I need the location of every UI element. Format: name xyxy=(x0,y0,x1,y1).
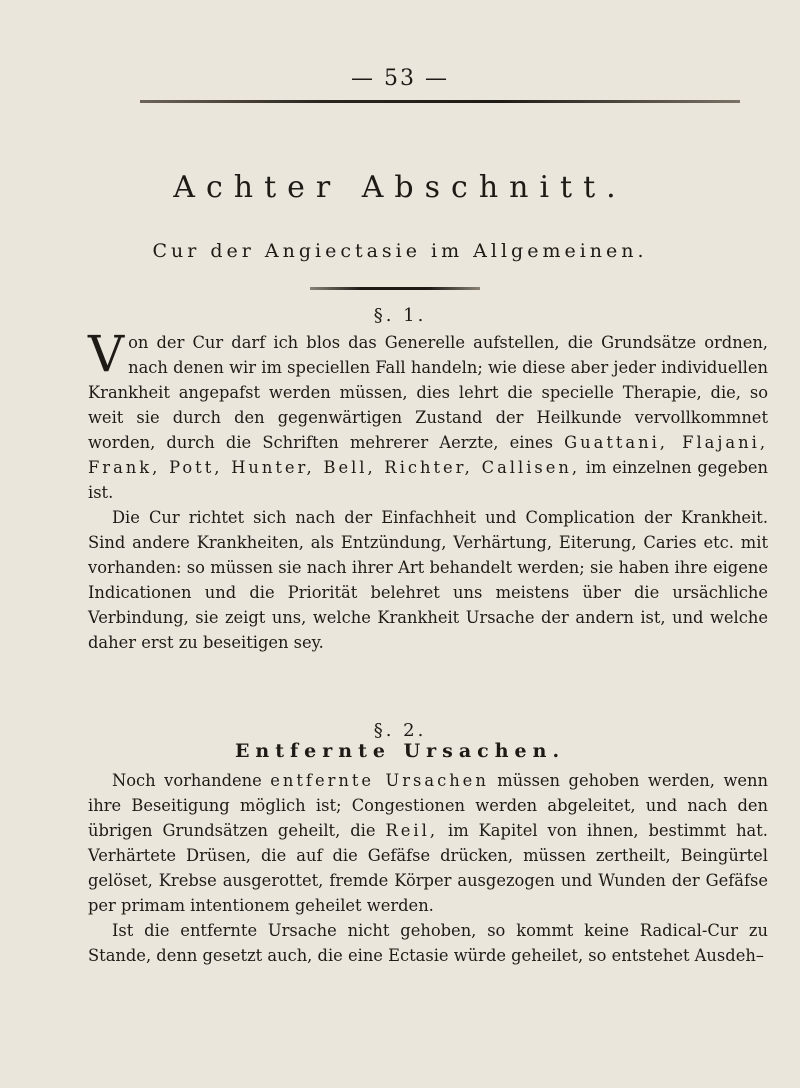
text-run: müssen gehoben werden, wenn ihre Beseitigung möglich ist; Congestionen werden abgeleitet, und nach den übrigen Grundsätzen geheilt, die xyxy=(88,771,768,840)
title-rule xyxy=(310,287,480,290)
author-names: Guattani, Flajani, Frank, Pott, Hunter, Bell, Richter, Callisen, xyxy=(88,433,768,477)
section-2-paragraph-2: Ist die entfernte Ursache nicht gehoben, so kommt keine Radical-Cur zu Stande, denn gesetzt auch, die eine Ectasie würde geheilet, so entstehet Ausdeh– xyxy=(88,921,768,965)
section-2-paragraph-1 xyxy=(88,768,768,918)
page-number: — 53 — xyxy=(351,66,449,91)
header-rule xyxy=(140,100,740,103)
section-1-mark: §. 1. xyxy=(373,305,427,326)
section-2-heading: Entfernte Ursachen. xyxy=(234,740,566,762)
section-2-mark: §. 2. xyxy=(373,720,427,741)
text-run: im Kapitel von ihnen, bestimmt hat. Verhärtete Drüsen, die auf die Gefäfse drücken, müssen zertheilt, Beingürtel gelöset, Krebse ausgerottet, fremde Körper ausgezogen und Wunden der Gefäfse per primam intentionem geheilet werden. xyxy=(88,821,768,915)
section-1-paragraph-2: Die Cur richtet sich nach der Einfachheit und Complication der Krankheit. Sind andere Krankheiten, als Entzündung, Verhärtung, Eiterung, Caries etc. mit vorhanden: so müssen sie nach ihrer Art behandelt werden; sie haben ihre eigene Indicationen und die Priorität belehret uns meistens über die ursächliche Verbindung, sie zeigt uns, welche Krankheit Ursache der andern ist, und welche daher erst zu beseitigen sey. xyxy=(88,508,768,652)
author-name-reil: Reil, xyxy=(385,821,438,840)
text-run: on der Cur darf ich blos das Generelle aufstellen, die Grundsätze ordnen, nach denen wir im speciellen Fall handeln; wie diese aber jeder individuellen Krankheit angepafst werden müssen, dies lehrt die specielle Therapie, die, so weit sie durch den gegenwärtigen Zustand der Heilkunde vervollkommnet worden, durch die Schriften mehrerer Aerzte, eines xyxy=(88,333,768,452)
section-1-paragraph-1 xyxy=(88,325,768,505)
section-2-body xyxy=(88,768,768,968)
chapter-title: Achter Abschnitt. xyxy=(173,170,627,205)
section-1-body xyxy=(88,325,768,655)
spaced-term: entfernte Ursachen xyxy=(270,771,489,790)
text-run: im einzelnen gegeben ist. xyxy=(88,458,768,502)
drop-cap: V xyxy=(88,325,125,383)
text-run: Noch vorhandene xyxy=(112,771,271,790)
chapter-subtitle: Cur der Angiectasie im Allgemeinen. xyxy=(152,240,648,262)
